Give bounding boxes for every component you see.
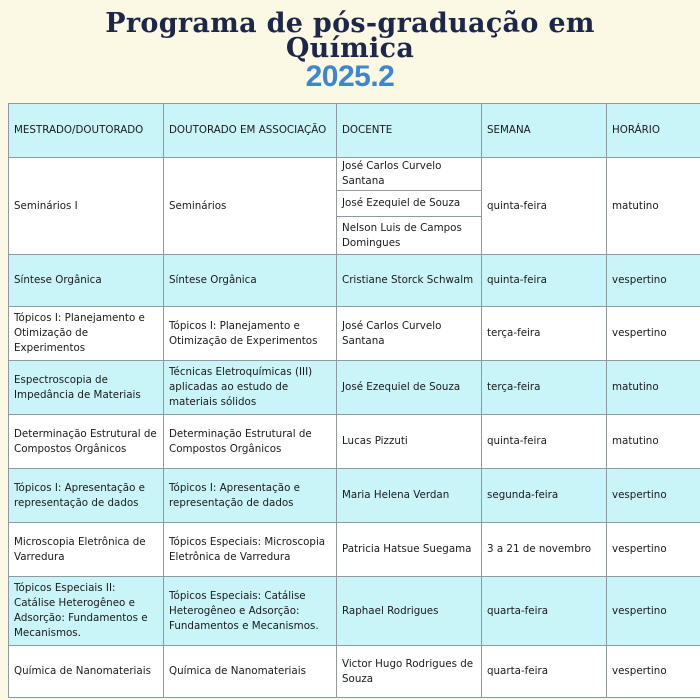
- cell-doutorado: Determinação Estrutural de Compostos Orgânicos: [164, 415, 337, 469]
- cell-docente: Lucas Pizzuti: [337, 415, 482, 469]
- semester-year: 2025.2: [305, 60, 395, 93]
- cell-docente: Nelson Luis de Campos Domingues: [337, 217, 482, 255]
- table-row: [9, 577, 700, 646]
- cell-mestrado: Determinação Estrutural de Compostos Orgânicos: [9, 415, 164, 469]
- cell-docente: Raphael Rodrigues: [337, 577, 482, 646]
- cell-horario: matutino: [607, 415, 700, 469]
- cell-mestrado: Tópicos I: Apresentação e representação de dados: [9, 469, 164, 523]
- cell-docente: Victor Hugo Rodrigues de Souza: [337, 646, 482, 698]
- column-header-semana: SEMANA: [482, 104, 607, 158]
- cell-docente: José Ezequiel de Souza: [337, 191, 482, 217]
- cell-docente: Patricia Hatsue Suegama: [337, 523, 482, 577]
- cell-horario: vespertino: [607, 255, 700, 307]
- column-header-horario: HORÁRIO: [607, 104, 700, 158]
- cell-mestrado: Tópicos I: Planejamento e Otimização de Experimentos: [9, 307, 164, 361]
- cell-docente: José Carlos Curvelo Santana: [337, 158, 482, 191]
- cell-doutorado: Seminários: [164, 158, 337, 255]
- cell-doutorado: Tópicos I: Planejamento e Otimização de Experimentos: [164, 307, 337, 361]
- column-header-mestrado: MESTRADO/DOUTORADO: [9, 104, 164, 158]
- table-row: [9, 361, 700, 415]
- column-header-docente: DOCENTE: [337, 104, 482, 158]
- table-row: [9, 523, 700, 577]
- schedule-table: [8, 103, 700, 698]
- cell-doutorado: Tópicos Especiais: Catálise Heterogêneo e Adsorção: Fundamentos e Mecanismos.: [164, 577, 337, 646]
- table-row: [9, 646, 700, 698]
- table-row: [9, 158, 700, 191]
- cell-mestrado: Química de Nanomateriais: [9, 646, 164, 698]
- page-header: [0, 0, 700, 92]
- cell-docente: José Ezequiel de Souza: [337, 361, 482, 415]
- table-row: [9, 469, 700, 523]
- cell-semana: quinta-feira: [482, 158, 607, 255]
- cell-semana: terça-feira: [482, 307, 607, 361]
- table-row: [9, 307, 700, 361]
- cell-mestrado: Espectroscopia de Impedância de Materiais: [9, 361, 164, 415]
- cell-semana: quarta-feira: [482, 577, 607, 646]
- page-title-line2: Química: [285, 33, 415, 64]
- cell-horario: matutino: [607, 361, 700, 415]
- cell-mestrado: Tópicos Especiais II: Catálise Heterogêneo e Adsorção: Fundamentos e Mecanismos.: [9, 577, 164, 646]
- column-header-doutorado: DOUTORADO EM ASSOCIAÇÃO: [164, 104, 337, 158]
- cell-semana: 3 a 21 de novembro: [482, 523, 607, 577]
- cell-horario: vespertino: [607, 523, 700, 577]
- page-title-line1: Programa de pós-graduação em: [105, 8, 595, 39]
- cell-doutorado: Técnicas Eletroquímicas (III) aplicadas ao estudo de materiais sólidos: [164, 361, 337, 415]
- cell-mestrado: Seminários I: [9, 158, 164, 255]
- table-row: [9, 415, 700, 469]
- cell-horario: vespertino: [607, 577, 700, 646]
- cell-docente: Maria Helena Verdan: [337, 469, 482, 523]
- cell-doutorado: Tópicos I: Apresentação e representação de dados: [164, 469, 337, 523]
- cell-semana: quinta-feira: [482, 415, 607, 469]
- cell-docente: Cristiane Storck Schwalm: [337, 255, 482, 307]
- table-header-row: [9, 104, 700, 158]
- cell-horario: vespertino: [607, 646, 700, 698]
- cell-doutorado: Síntese Orgânica: [164, 255, 337, 307]
- cell-horario: vespertino: [607, 307, 700, 361]
- cell-docente: José Carlos Curvelo Santana: [337, 307, 482, 361]
- cell-semana: segunda-feira: [482, 469, 607, 523]
- cell-semana: quinta-feira: [482, 255, 607, 307]
- cell-mestrado: Microscopia Eletrônica de Varredura: [9, 523, 164, 577]
- cell-doutorado: Química de Nanomateriais: [164, 646, 337, 698]
- cell-horario: vespertino: [607, 469, 700, 523]
- cell-semana: quarta-feira: [482, 646, 607, 698]
- page-title: [0, 8, 700, 64]
- cell-mestrado: Síntese Orgânica: [9, 255, 164, 307]
- cell-semana: terça-feira: [482, 361, 607, 415]
- cell-horario: matutino: [607, 158, 700, 255]
- cell-doutorado: Tópicos Especiais: Microscopia Eletrônica de Varredura: [164, 523, 337, 577]
- table-row: [9, 255, 700, 307]
